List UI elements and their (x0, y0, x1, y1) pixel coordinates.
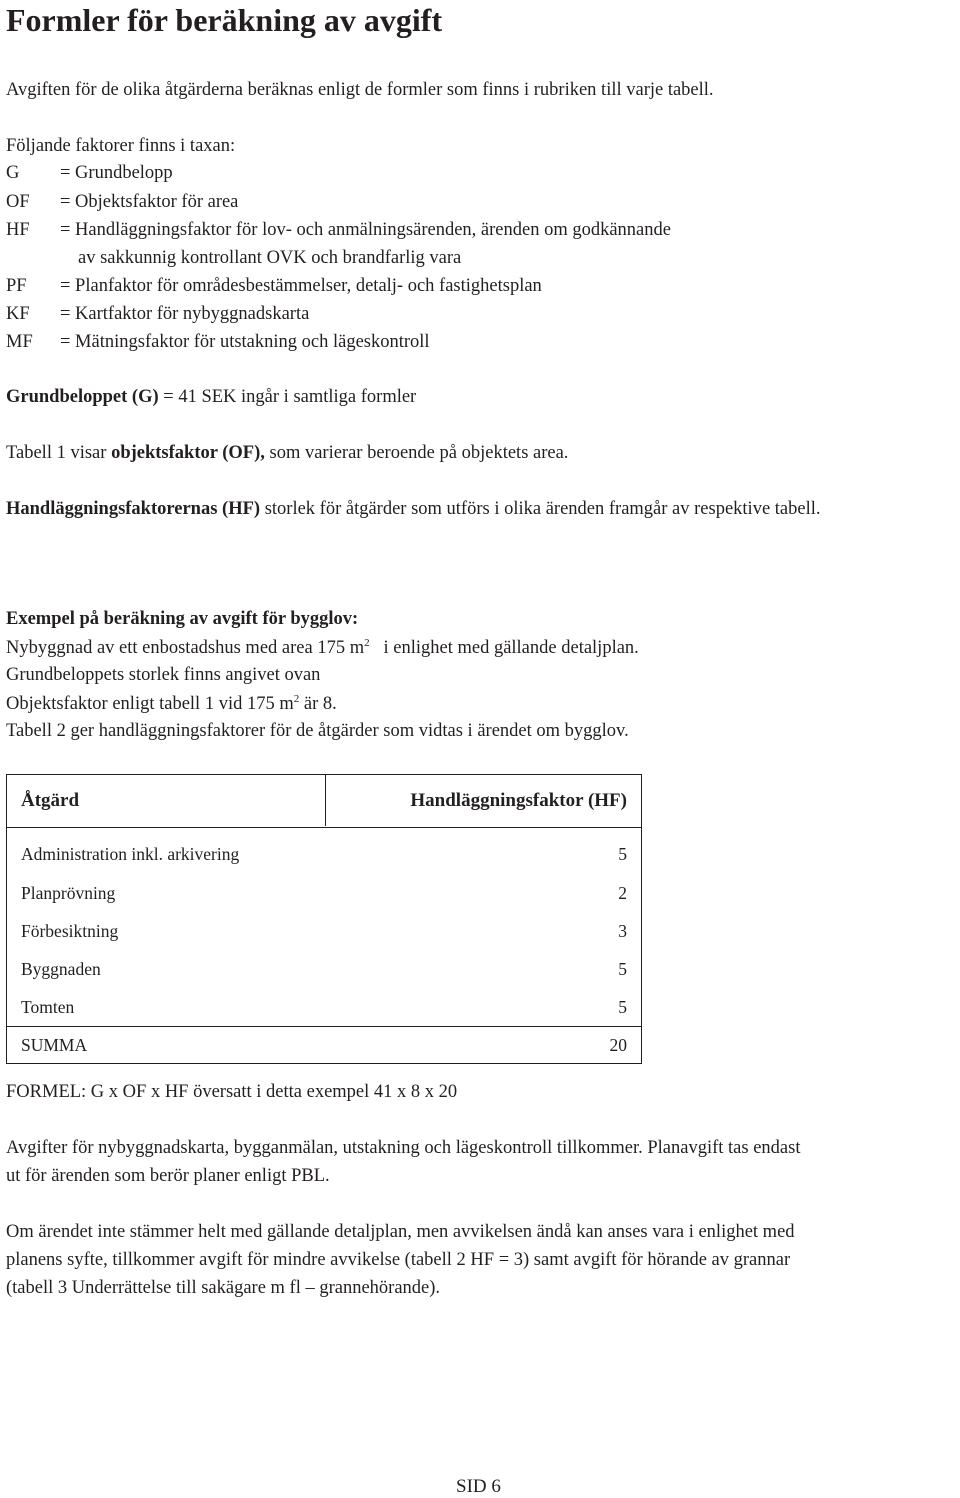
factor-definition: = Kartfaktor för nybyggnadskarta (60, 304, 310, 324)
factor-definition: = Mätningsfaktor för utstakning och lägeskontroll (60, 332, 430, 352)
sum-value: 20 (327, 1027, 642, 1064)
table-header-divider (325, 774, 326, 826)
example-line-1 (6, 637, 639, 659)
factor-abbr: OF (6, 192, 30, 212)
example-heading: Exempel på beräkning av avgift för bygglov: (6, 609, 359, 629)
row-label: Förbesiktning (21, 920, 119, 941)
factor-definition: = Handläggningsfaktor för lov- och anmälningsärenden, ärenden om godkännande (60, 220, 671, 240)
column-header-atgard: Åtgärd (7, 775, 327, 828)
example-line-2: Grundbeloppets storlek finns angivet ovan (6, 665, 321, 685)
example-line-4: Tabell 2 ger handläggningsfaktorer för de åtgärder som vidtas i ärendet om bygglov. (6, 721, 629, 741)
superscript: 2 (293, 693, 300, 705)
row-value: 3 (618, 920, 627, 941)
row-label: Planprövning (21, 882, 116, 903)
grundbelopp-label: Grundbeloppet (G) (6, 387, 159, 407)
factor-abbr: G (6, 163, 20, 183)
hf-line-bold: Handläggningsfaktorernas (HF) (6, 499, 261, 519)
table-row (7, 874, 642, 912)
row-value: 2 (618, 882, 627, 903)
row-value: 5 (618, 996, 627, 1017)
formel-line: FORMEL: G x OF x HF översatt i detta exempel 41 x 8 x 20 (6, 1082, 458, 1102)
factor-abbr: KF (6, 304, 30, 324)
row-value: 5 (618, 843, 627, 864)
tabell1-line (6, 443, 568, 464)
row-value: 5 (618, 958, 627, 979)
grundbelopp-line (6, 387, 416, 408)
table-row (7, 950, 642, 988)
table-row (7, 988, 642, 1027)
page-number: SID 6 (456, 1476, 501, 1497)
factor-definition-continuation: av sakkunnig kontrollant OVK och brandfarlig vara (78, 248, 462, 268)
grundbelopp-text: = 41 SEK ingår i samtliga formler (158, 387, 417, 407)
hf-table (6, 774, 642, 1064)
example-line-1-text: Nybyggnad av ett enbostadshus med area 175 m (6, 638, 365, 658)
paragraph-1-line-2: ut för ärenden som berör planer enligt PBL. (6, 1166, 330, 1186)
table-row (7, 828, 642, 875)
factors-heading: Följande faktorer finns i taxan: (6, 136, 236, 156)
tabell1-bold: objektsfaktor (OF), (111, 443, 265, 463)
example-line-1-tail: i enlighet med gällande detaljplan. (369, 638, 639, 658)
paragraph-2-line-2: planens syfte, tillkommer avgift för mindre avvikelse (tabell 2 HF = 3) samt avgift för hörande av grannar (6, 1250, 791, 1270)
paragraph-2-line-1: Om ärendet inte stämmer helt med gällande detaljplan, men avvikelsen ändå kan anses vara i enlighet med (6, 1222, 795, 1242)
tabell1-pre: Tabell 1 visar (6, 443, 112, 463)
factor-abbr: HF (6, 220, 30, 240)
tabell1-post: som varierar beroende på objektets area. (264, 443, 569, 463)
table-header-row (7, 775, 642, 828)
paragraph-1-line-1: Avgifter för nybyggnadskarta, bygganmälan, utstakning och lägeskontroll tillkommer. Planavgift tas endast (6, 1138, 801, 1158)
column-header-hf: Handläggningsfaktor (HF) (327, 775, 642, 828)
sum-label: SUMMA (7, 1027, 327, 1064)
table-sum-row (7, 1027, 642, 1064)
paragraph-2-line-3: (tabell 3 Underrättelse till sakägare m fl – grannehörande). (6, 1278, 441, 1298)
example-line-3-text: Objektsfaktor enligt tabell 1 vid 175 m (6, 694, 294, 714)
example-line-3 (6, 693, 337, 715)
example-line-3-tail: är 8. (299, 694, 337, 714)
page-title: Formler för beräkning av avgift (6, 2, 443, 38)
hf-line (6, 499, 821, 520)
hf-line-text: storlek för åtgärder som utförs i olika ärenden framgår av respektive tabell. (260, 499, 821, 519)
factor-abbr: PF (6, 276, 27, 296)
intro-text: Avgiften för de olika åtgärderna beräknas enligt de formler som finns i rubriken till varje tabell. (6, 80, 714, 100)
factor-definition: = Grundbelopp (60, 163, 173, 183)
superscript: 2 (364, 637, 370, 649)
factor-abbr: MF (6, 332, 33, 352)
factor-definition: = Objektsfaktor för area (60, 192, 239, 212)
row-label: Tomten (21, 996, 75, 1017)
row-label: Byggnaden (21, 958, 101, 979)
factor-definition: = Planfaktor för områdesbestämmelser, detalj- och fastighetsplan (60, 276, 542, 296)
row-label: Administration inkl. arkivering (21, 843, 240, 864)
table-row (7, 912, 642, 950)
